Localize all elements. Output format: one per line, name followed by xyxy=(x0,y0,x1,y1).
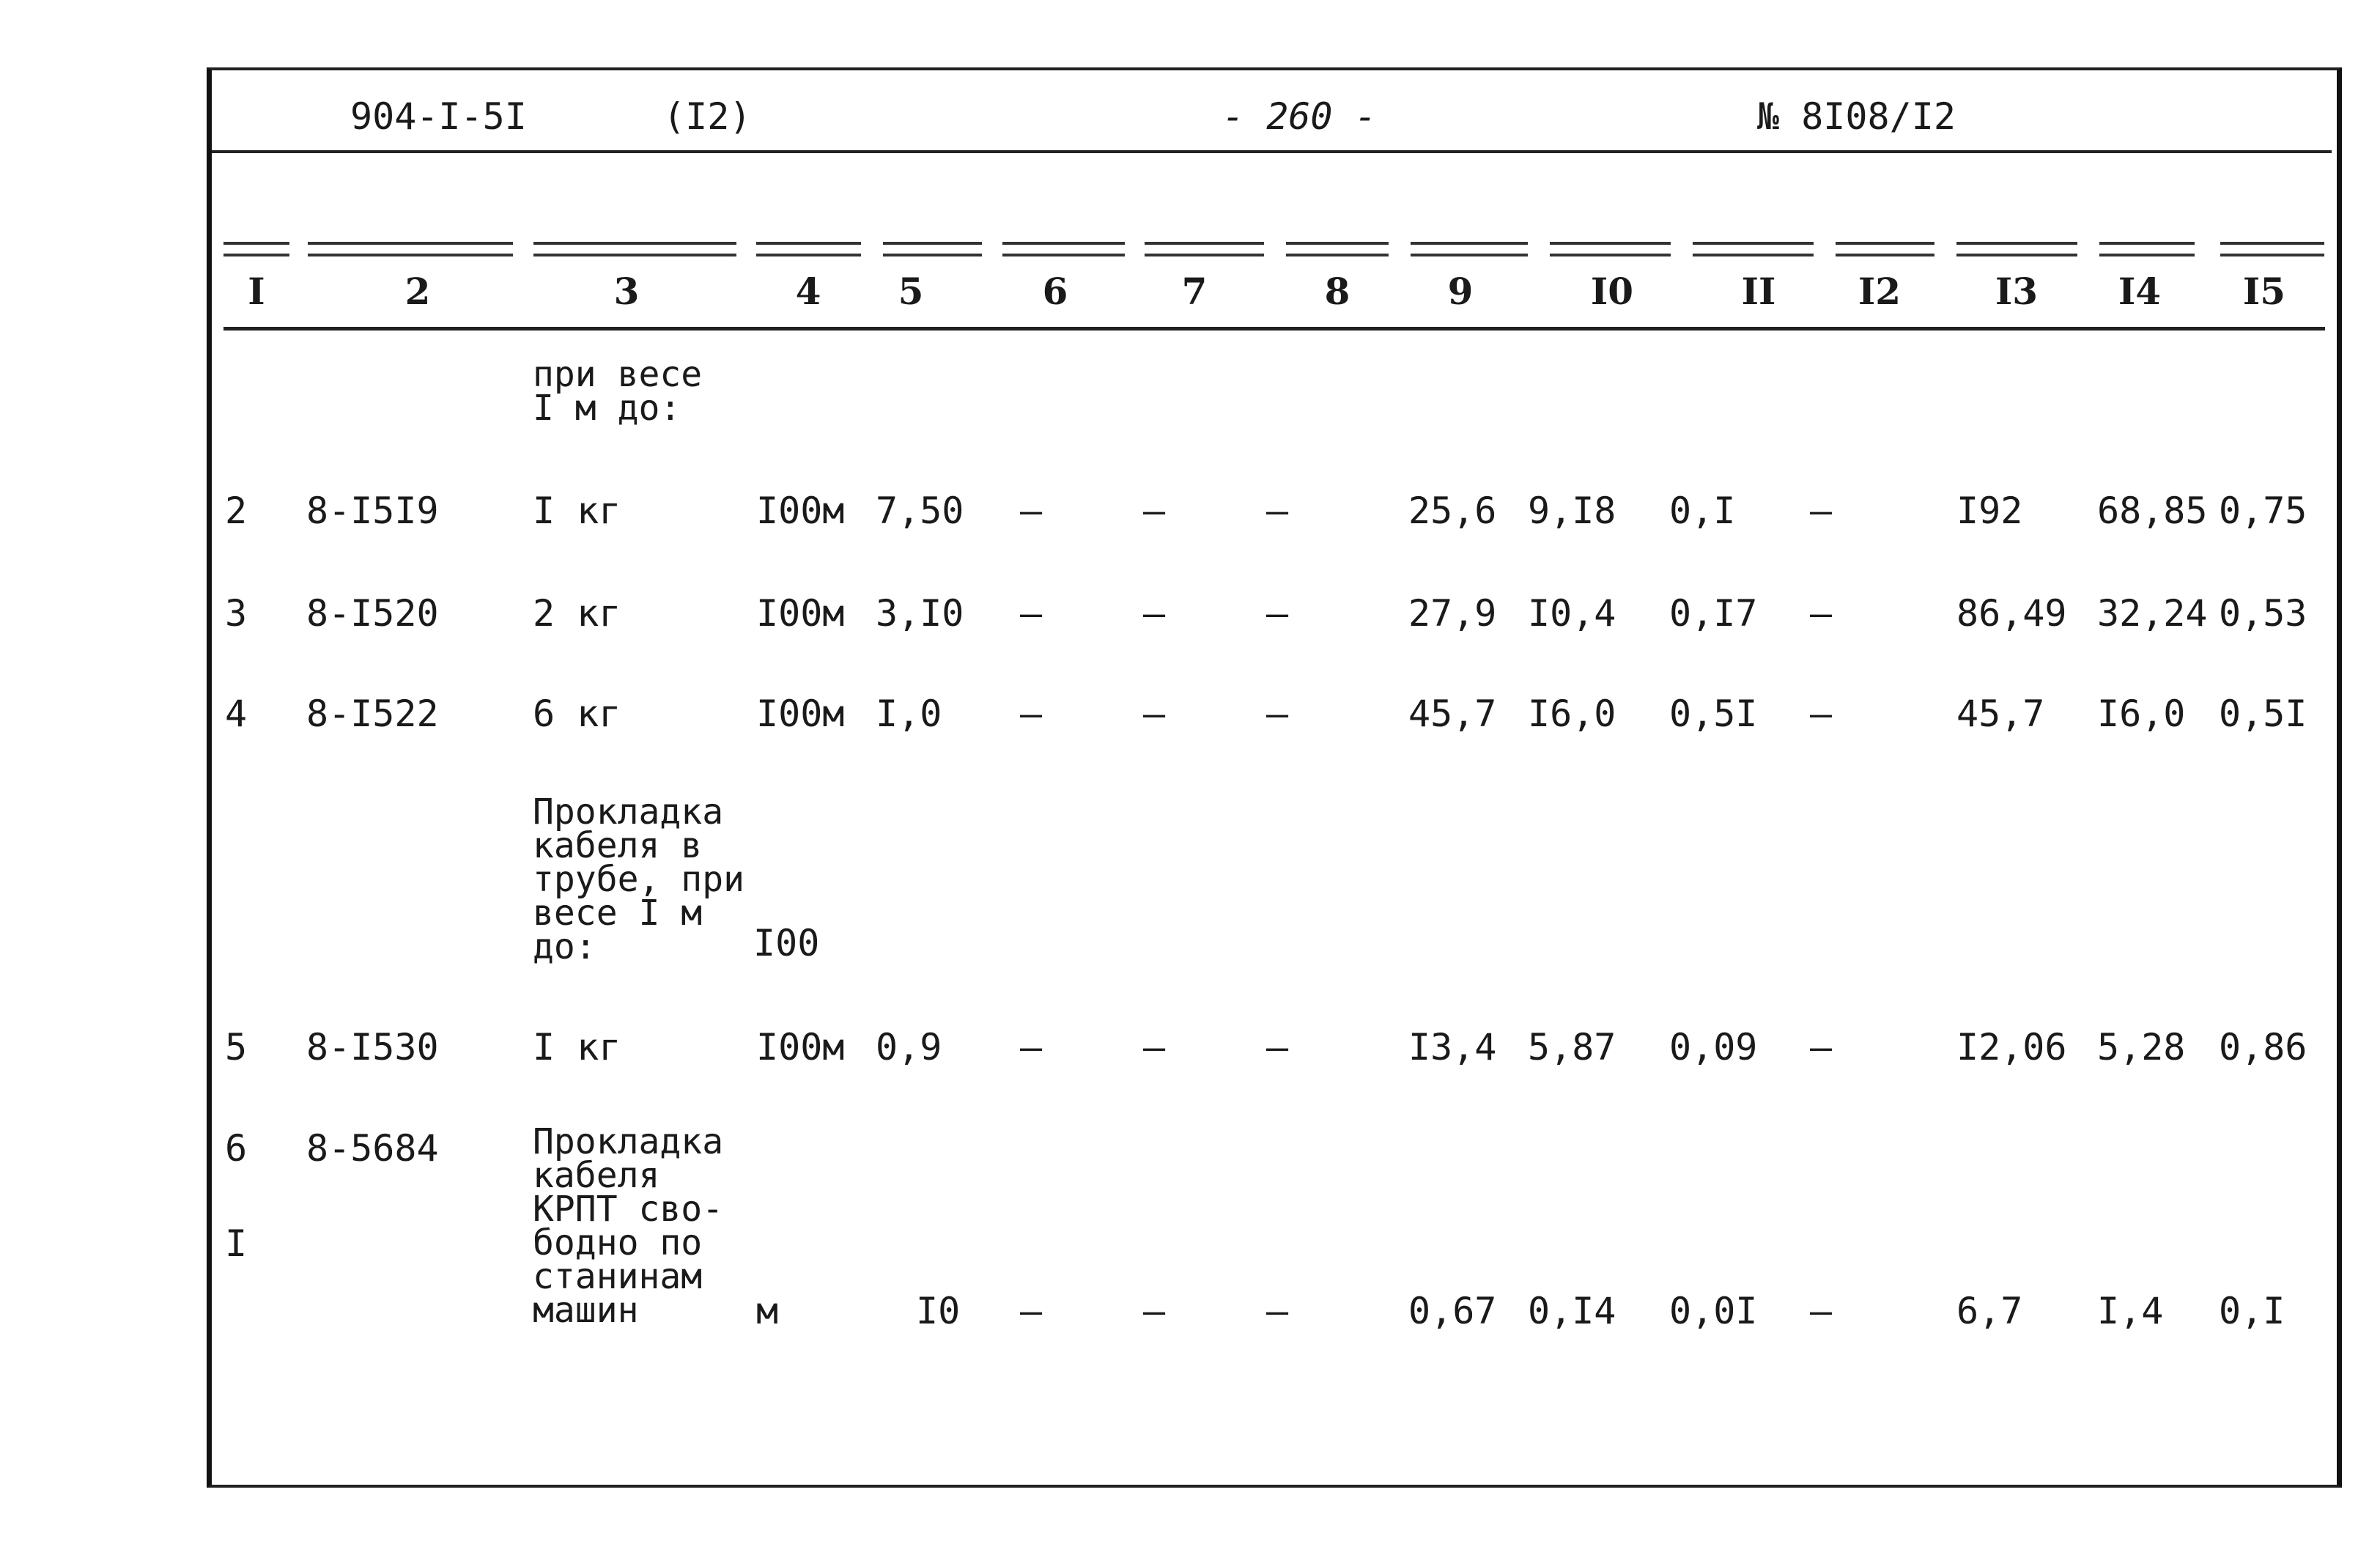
double-rule xyxy=(756,242,861,256)
table-cell: 0,I7 xyxy=(1669,592,1758,635)
double-rule xyxy=(1002,242,1125,256)
table-cell: – xyxy=(1020,1290,1043,1332)
table-cell: 5,28 xyxy=(2097,1026,2186,1068)
project-code: 904-I-5I xyxy=(350,95,527,138)
table-cell: – xyxy=(1020,592,1043,635)
column-number: 6 xyxy=(1042,270,1068,313)
column-number: 7 xyxy=(1181,270,1208,313)
table-cell: I2,06 xyxy=(1956,1026,2067,1068)
column-number: 5 xyxy=(898,270,924,313)
table-cell: 25,6 xyxy=(1408,490,1497,532)
table-cell: м xyxy=(756,1290,779,1332)
column-number: II xyxy=(1741,270,1776,313)
table-cell: 86,49 xyxy=(1956,592,2067,635)
table-cell: 0,67 xyxy=(1408,1290,1497,1332)
column-number: 4 xyxy=(795,270,821,313)
table-cell: – xyxy=(1143,592,1166,635)
table-cell: – xyxy=(1020,1026,1043,1068)
table-cell: – xyxy=(1266,693,1289,735)
table-cell: 32,24 xyxy=(2097,592,2208,635)
table-cell: 5 xyxy=(225,1026,248,1068)
column-number-rule xyxy=(223,327,2325,331)
double-rule xyxy=(883,242,982,256)
table-cell: I,0 xyxy=(876,693,942,735)
table-cell: – xyxy=(1810,592,1833,635)
table-cell: I00м xyxy=(756,592,845,635)
table-cell: I,4 xyxy=(2097,1290,2164,1332)
table-cell: 0,53 xyxy=(2219,592,2307,635)
table-cell: – xyxy=(1266,490,1289,532)
column-number: 2 xyxy=(404,270,431,313)
column-number: 8 xyxy=(1324,270,1350,313)
table-cell: 3,I0 xyxy=(876,592,964,635)
table-cell: 0,09 xyxy=(1669,1026,1758,1068)
table-cell: 0,5I xyxy=(1669,693,1758,735)
table-cell: 6,7 xyxy=(1956,1290,2023,1332)
table-cell: – xyxy=(1020,490,1043,532)
table-cell: 68,85 xyxy=(2097,490,2208,532)
double-rule xyxy=(223,242,289,256)
table-cell: 45,7 xyxy=(1408,693,1497,735)
double-rule xyxy=(1956,242,2077,256)
column-number: I4 xyxy=(2118,270,2162,313)
table-cell: 6 кг xyxy=(533,693,621,735)
part-number: (I2) xyxy=(663,95,752,138)
table-cell: 9,I8 xyxy=(1528,490,1616,532)
table-cell: – xyxy=(1143,1026,1166,1068)
table-cell: – xyxy=(1143,693,1166,735)
table-cell: I0 xyxy=(916,1290,961,1332)
double-rule xyxy=(1286,242,1389,256)
table-cell: I00м xyxy=(756,693,845,735)
table-cell: – xyxy=(1143,1290,1166,1332)
table-cell: I00м xyxy=(756,1026,845,1068)
group-heading-pipe: Прокладка кабеля в трубе, при весе I м до: xyxy=(533,791,744,967)
page-number: - 260 - xyxy=(1222,95,1377,138)
table-cell: – xyxy=(1143,490,1166,532)
column-number: I xyxy=(248,270,265,313)
column-number: I2 xyxy=(1858,270,1902,313)
double-rule xyxy=(2099,242,2195,256)
table-cell: 2 xyxy=(225,490,248,532)
group-unit: I00 xyxy=(753,922,820,964)
column-number: 9 xyxy=(1447,270,1474,313)
table-cell: – xyxy=(1020,693,1043,735)
table-cell: – xyxy=(1266,1290,1289,1332)
table-cell: 4 xyxy=(225,693,248,735)
table-cell: 8-I530 xyxy=(306,1026,439,1068)
double-rule xyxy=(533,242,736,256)
column-number: I5 xyxy=(2242,270,2286,313)
table-cell: I кг xyxy=(533,1026,621,1068)
table-cell: – xyxy=(1266,592,1289,635)
table-cell: 3 xyxy=(225,592,248,635)
table-cell: 0,5I xyxy=(2219,693,2307,735)
table-cell: 45,7 xyxy=(1956,693,2045,735)
table-cell: 27,9 xyxy=(1408,592,1497,635)
table-cell: I3,4 xyxy=(1408,1026,1497,1068)
document-number: № 8I08/I2 xyxy=(1757,95,1956,138)
code-cell: 8-5684 xyxy=(306,1127,439,1170)
table-cell: – xyxy=(1810,1026,1833,1068)
double-rule xyxy=(1836,242,1934,256)
table-cell: 0,I4 xyxy=(1528,1290,1616,1332)
double-rule xyxy=(1550,242,1671,256)
table-cell: 8-I5I9 xyxy=(306,490,439,532)
table-cell: 5,87 xyxy=(1528,1026,1616,1068)
double-rule xyxy=(1693,242,1814,256)
table-cell: I0,4 xyxy=(1528,592,1616,635)
table-cell: I6,0 xyxy=(2097,693,2186,735)
table-cell: 0,75 xyxy=(2219,490,2307,532)
double-rule xyxy=(1145,242,1264,256)
column-number: 3 xyxy=(613,270,640,313)
table-cell: 8-I520 xyxy=(306,592,439,635)
table-cell: – xyxy=(1810,490,1833,532)
table-cell: I92 xyxy=(1956,490,2023,532)
table-cell: – xyxy=(1266,1026,1289,1068)
name-cell: Прокладка кабеля КРПТ сво- бодно по станинам машин xyxy=(533,1121,724,1331)
column-number: I3 xyxy=(1995,270,2039,313)
double-rule xyxy=(308,242,513,256)
table-cell: 7,50 xyxy=(876,490,964,532)
double-rule xyxy=(2220,242,2324,256)
table-cell: 8-I522 xyxy=(306,693,439,735)
row-number: 6 xyxy=(225,1127,248,1170)
header-rule xyxy=(212,150,2332,153)
column-number: I0 xyxy=(1590,270,1634,313)
table-cell: 0,9 xyxy=(876,1026,942,1068)
table-cell: I6,0 xyxy=(1528,693,1616,735)
table-cell: I00м xyxy=(756,490,845,532)
double-rule xyxy=(1411,242,1528,256)
table-cell: – xyxy=(1810,1290,1833,1332)
row-number-sub: I xyxy=(225,1222,248,1265)
table-cell: – xyxy=(1810,693,1833,735)
table-cell: 0,0I xyxy=(1669,1290,1758,1332)
group-heading-weight: при весе I м до: xyxy=(533,354,703,429)
table-cell: 2 кг xyxy=(533,592,621,635)
table-cell: 0,I xyxy=(1669,490,1736,532)
table-cell: 0,I xyxy=(2219,1290,2285,1332)
table-cell: I кг xyxy=(533,490,621,532)
table-cell: 0,86 xyxy=(2219,1026,2307,1068)
